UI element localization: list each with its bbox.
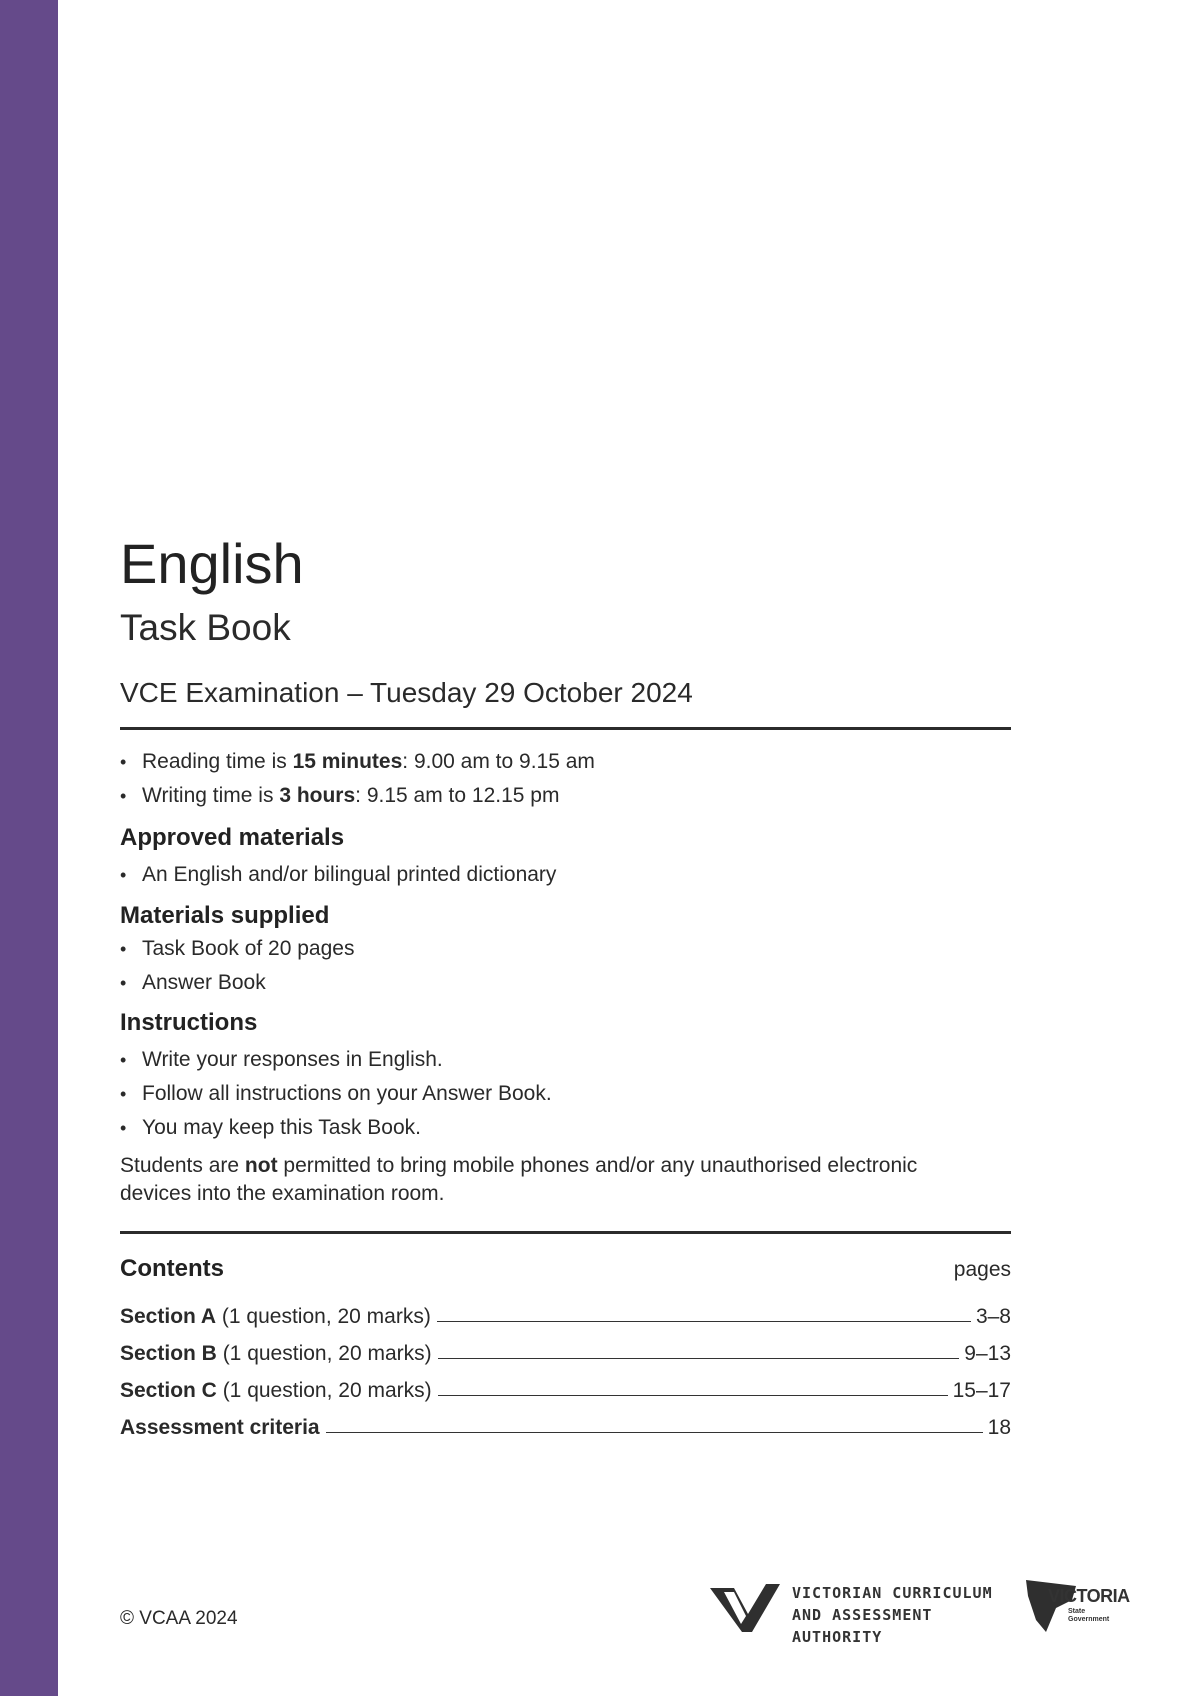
approved-materials-heading: Approved materials — [120, 824, 345, 851]
contents-header — [120, 1255, 1011, 1283]
writing-time-item: • Writing time is 3 hours: 9.15 am to 12.15 pm — [120, 779, 1011, 813]
victoria-wordmark: VICTORIA — [1048, 1586, 1130, 1606]
approved-materials-list — [120, 858, 1011, 892]
contents-row-assessment-criteria: Assessment criteria 18 — [120, 1416, 1011, 1439]
page-range: 9–13 — [964, 1342, 1011, 1365]
copyright-notice: © VCAA 2024 — [120, 1608, 238, 1629]
contents-row-section-c: Section C (1 question, 20 marks) 15–17 — [120, 1379, 1011, 1402]
divider-top — [120, 727, 1011, 730]
pages-column-label: pages — [953, 1258, 1011, 1281]
page-range: 3–8 — [975, 1305, 1011, 1328]
divider-bottom — [120, 1231, 1011, 1234]
contents-table — [120, 1292, 1011, 1440]
timing-block — [120, 745, 1011, 813]
leader-line — [438, 1395, 948, 1396]
vcaa-chevron-icon — [708, 1578, 790, 1634]
book-type: Task Book — [120, 607, 291, 648]
page-range: 18 — [987, 1416, 1011, 1439]
vcaa-wordmark: VICTORIAN CURRICULUM AND ASSESSMENT AUTHORITY — [792, 1584, 993, 1646]
contents-title: Contents — [120, 1255, 224, 1282]
list-item: • An English and/or bilingual printed dictionary — [120, 858, 1011, 892]
exam-date-line: VCE Examination – Tuesday 29 October 2024 — [120, 677, 693, 708]
leader-line — [437, 1321, 971, 1322]
list-item: • Follow all instructions on your Answer Book. — [120, 1077, 1011, 1111]
list-item: • You may keep this Task Book. — [120, 1111, 1011, 1145]
contents-row-section-b: Section B (1 question, 20 marks) 9–13 — [120, 1342, 1011, 1365]
instructions-list — [120, 1043, 1011, 1145]
materials-supplied-list — [120, 932, 1011, 1000]
instructions-heading: Instructions — [120, 1009, 258, 1036]
list-item: • Write your responses in English. — [120, 1043, 1011, 1077]
contents-row-section-a: Section A (1 question, 20 marks) 3–8 — [120, 1305, 1011, 1328]
list-item: • Answer Book — [120, 966, 1011, 1000]
leader-line — [326, 1432, 983, 1433]
list-item: • Task Book of 20 pages — [120, 932, 1011, 966]
device-notice: Students are not permitted to bring mobile phones and/or any unauthorised electronic devices into the examination room. — [120, 1154, 918, 1205]
page-range: 15–17 — [952, 1379, 1011, 1402]
subject-title: English — [120, 532, 304, 595]
state-government-text: State Government — [1068, 1608, 1110, 1623]
leader-line — [438, 1358, 960, 1359]
purple-sidebar-band — [0, 0, 58, 1696]
victoria-state-government-logo — [1022, 1574, 1132, 1638]
reading-time-item: • Reading time is 15 minutes: 9.00 am to 9.15 am — [120, 745, 1011, 779]
vcaa-logo — [708, 1578, 998, 1646]
materials-supplied-heading: Materials supplied — [120, 902, 330, 929]
